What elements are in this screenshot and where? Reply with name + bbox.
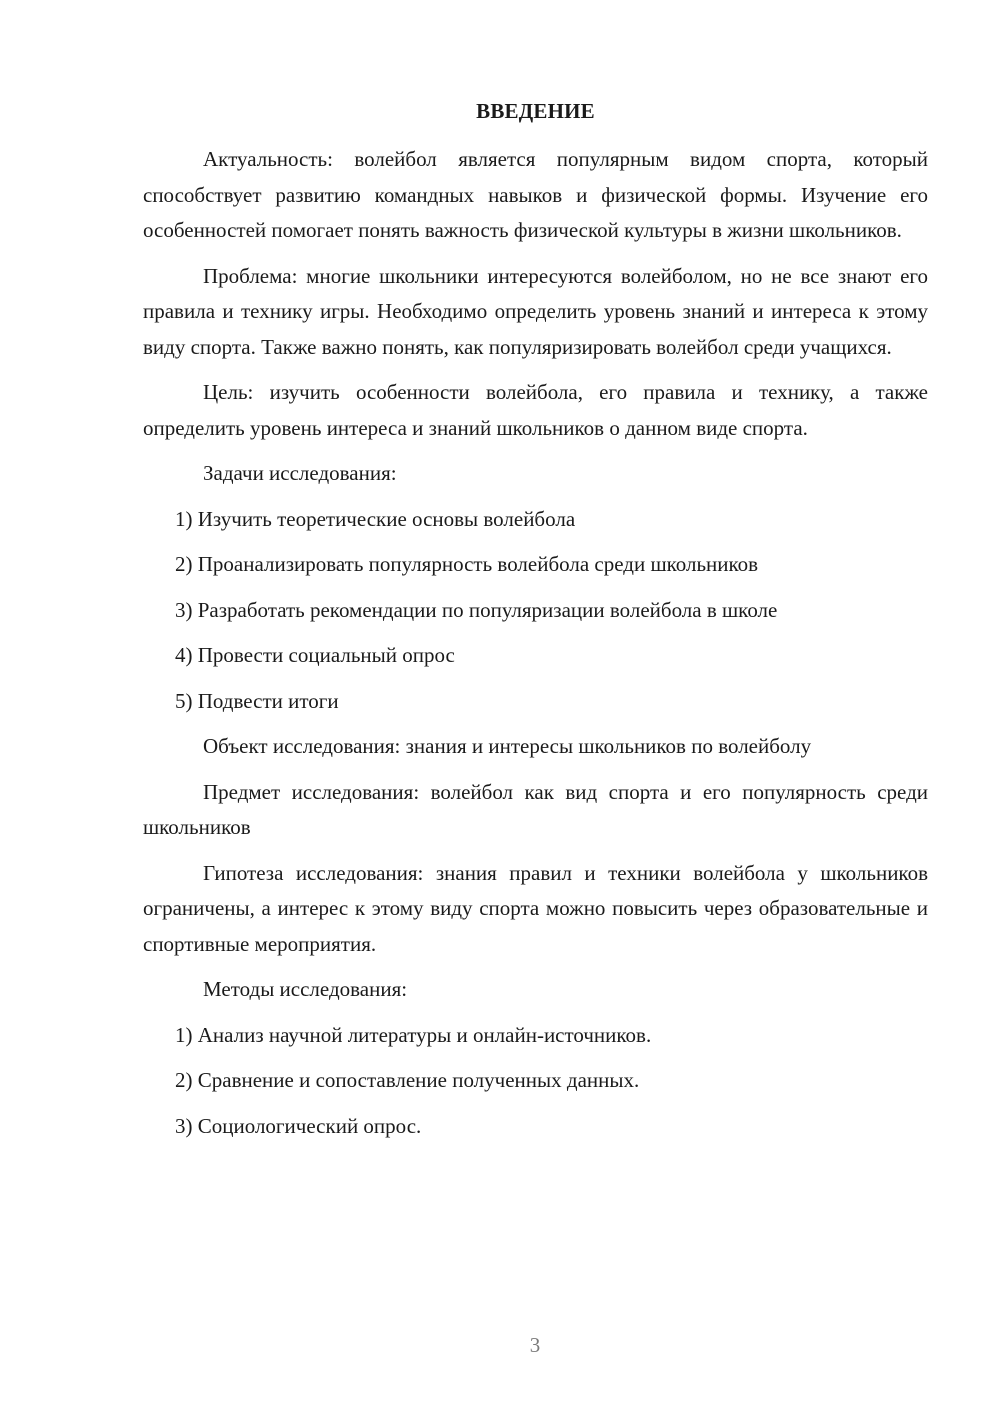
- method-item: 1) Анализ научной литературы и онлайн-источников.: [175, 1022, 652, 1047]
- goal-paragraph: Цель: изучить особенности волейбола, его правила и технику, а также определить уровень интереса и знаний школьников о данном виде спорта.: [143, 380, 928, 440]
- hypothesis-paragraph: Гипотеза исследования: знания правил и техники волейбола у школьников ограничены, а интерес к этому виду спорта можно повысить через образовательные и спортивные мероприятия.: [143, 860, 928, 956]
- method-item: 2) Сравнение и сопоставление полученных данных.: [175, 1068, 640, 1092]
- task-item: 2) Проанализировать популярность волейбола среди школьников: [175, 552, 759, 576]
- page-number: 3: [529, 1333, 541, 1357]
- document-page: [143, 94, 928, 1154]
- task-item: 3) Разработать рекомендации по популяризации волейбола в школе: [175, 597, 778, 622]
- object-paragraph: Объект исследования: знания и интересы школьников по волейболу: [203, 734, 812, 758]
- relevance-paragraph: Актуальность: волейбол является популярным видом спорта, который способствует развитию командных навыков и физической формы. Изучение его особенностей помогает понять важность физической культуры в жизни школьников.: [143, 147, 928, 242]
- method-item: 3) Социологический опрос.: [175, 1113, 422, 1138]
- subject-paragraph: Предмет исследования: волейбол как вид спорта и его популярность среди школьников: [143, 779, 928, 839]
- methods-heading: Методы исследования:: [203, 977, 408, 1001]
- task-item: 5) Подвести итоги: [175, 688, 339, 713]
- tasks-list: [143, 502, 928, 720]
- tasks-heading: Задачи исследования:: [203, 461, 397, 485]
- task-item: 1) Изучить теоретические основы волейбола: [175, 506, 576, 531]
- problem-paragraph: Проблема: многие школьники интересуются волейболом, но не все знают его правила и технику игры. Необходимо определить уровень знаний и интереса к этому виду спорта. Также важно понять, как популяризировать волейбол среди учащихся.: [143, 263, 928, 359]
- task-item: 4) Провести социальный опрос: [175, 643, 455, 667]
- methods-list: [143, 1018, 928, 1145]
- section-title: ВВЕДЕНИЕ: [476, 99, 595, 123]
